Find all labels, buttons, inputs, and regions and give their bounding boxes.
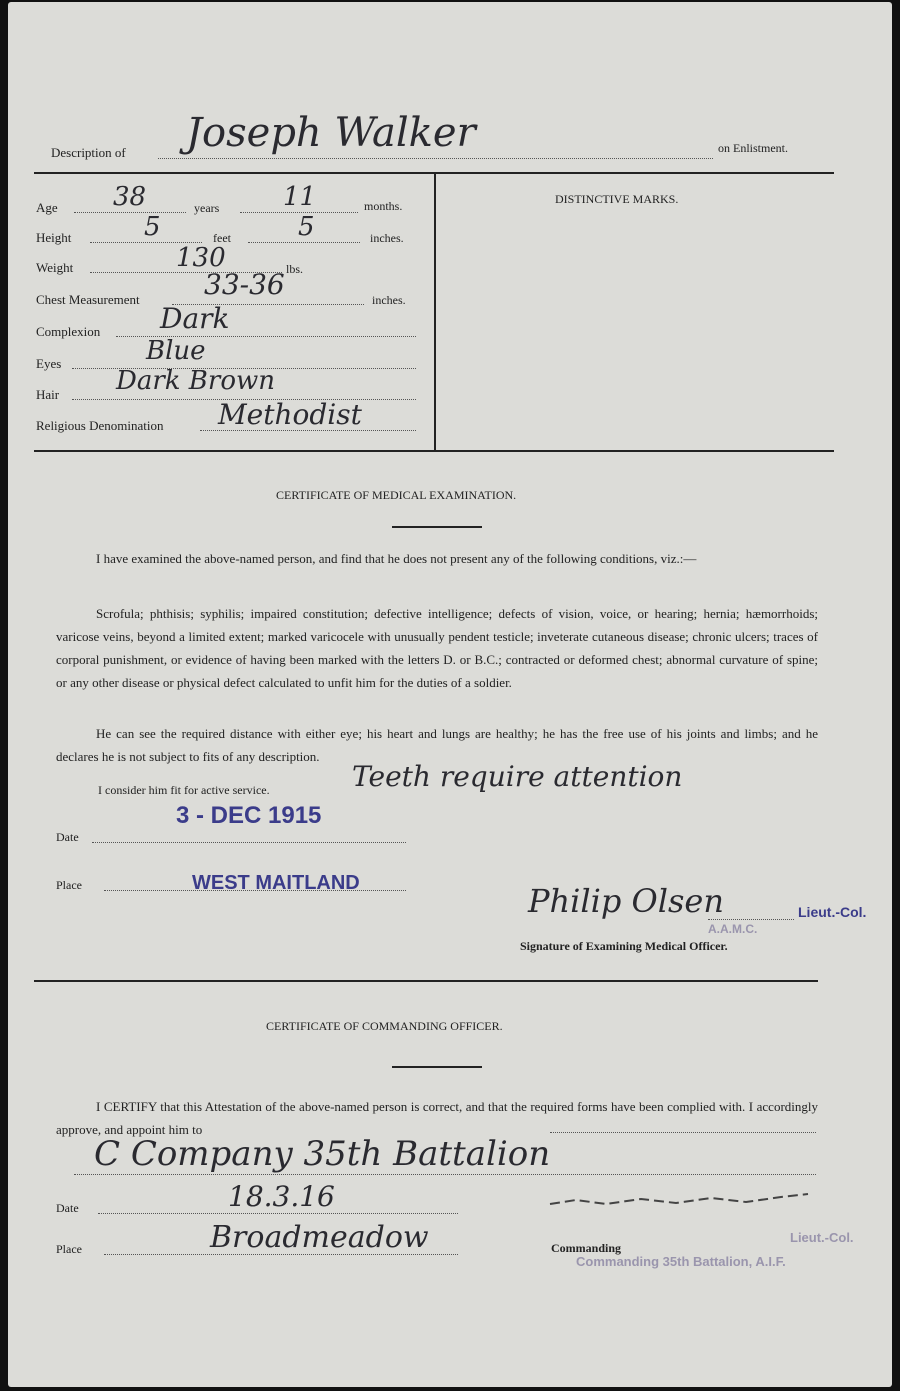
age-months: 11 [283, 182, 317, 212]
co-certify-text: I CERTIFY that this Attestation of the above-named person is correct, and that the required forms have been complied with. I accordingly approve, and appoint him to [56, 1099, 818, 1137]
hair-label: Hair [36, 387, 60, 402]
medical-date-stamp: 3 - DEC 1915 [176, 802, 322, 829]
co-title-rule [392, 1066, 482, 1068]
corps-stamp: A.A.M.C. [708, 922, 758, 936]
age-years: 38 [113, 182, 147, 212]
co-place-value: Broadmeadow [210, 1220, 429, 1255]
hair-value: Dark Brown [116, 366, 275, 396]
medical-signature-label: Signature of Examining Medical Officer. [520, 939, 728, 953]
name-dotted-line [158, 158, 713, 159]
medical-intro-text: I have examined the above-named person, and find that he does not present any of the following conditions, viz.:— [96, 551, 697, 566]
lbs-label: lbs. [286, 262, 304, 276]
commanding-label: Commanding [551, 1241, 622, 1255]
medical-conditions [56, 602, 818, 694]
complexion-label: Complexion [36, 324, 101, 339]
height-inches: 5 [298, 212, 315, 242]
on-enlistment-label: on Enlistment. [718, 141, 788, 155]
medical-date-label: Date [56, 830, 79, 844]
attestation-page [8, 2, 892, 1387]
distinctive-marks-heading: DISTINCTIVE MARKS. [555, 192, 679, 206]
height-label: Height [36, 230, 72, 245]
co-date-value: 18.3.16 [228, 1180, 335, 1213]
appointed-unit: C Company 35th Battalion [94, 1134, 551, 1174]
medical-rank-stamp: Lieut.-Col. [798, 904, 867, 920]
table-divider [434, 172, 436, 452]
medical-date-line [92, 842, 406, 843]
inches-label: inches. [370, 231, 404, 245]
table-bottom-rule [34, 450, 834, 452]
years-label: years [194, 201, 220, 215]
fit-for-service-label: I consider him fit for active service. [98, 783, 270, 797]
chest-value: 33-36 [204, 268, 285, 301]
medical-conditions-text: Scrofula; phthisis; syphilis; impaired constitution; defective intelligence; defects of vision, voice, or hearing; hernia; hæmorrhoids; varicose veins, beyond a limited extent; marked varicocele with unusually pendent testicle; inveterate cutaneous disease; chronic ulcers; traces of corporal punishment, or evidence of having been marked with the letters D. or B.C.; contracted or deformed chest; abnormal curvature of spine; or any other disease or physical defect calculated to unfit him for the duties of a soldier. [56, 606, 818, 690]
appoint-line [550, 1132, 816, 1133]
co-date-label: Date [56, 1201, 79, 1215]
religion-value: Methodist [218, 398, 362, 431]
religion-label: Religious Denomination [36, 418, 164, 433]
co-certificate-title: CERTIFICATE OF COMMANDING OFFICER. [266, 1019, 503, 1033]
chest-label: Chest Measurement [36, 292, 140, 307]
medical-certificate-title: CERTIFICATE OF MEDICAL EXAMINATION. [276, 488, 517, 502]
co-unit-stamp: Commanding 35th Battalion, A.I.F. [576, 1254, 786, 1269]
months-label: months. [364, 199, 403, 213]
co-rank-stamp: Lieut.-Col. [790, 1230, 854, 1245]
eyes-label: Eyes [36, 356, 62, 371]
unit-line [74, 1174, 816, 1175]
feet-label: feet [213, 231, 231, 245]
weight-label: Weight [36, 260, 74, 275]
co-date-line [98, 1213, 458, 1214]
height-feet: 5 [144, 212, 161, 242]
recruit-name: Joseph Walker [186, 110, 476, 156]
medical-officer-signature: Philip Olsen [528, 882, 724, 920]
co-signature-scribble [546, 1182, 816, 1214]
description-label: Description of [51, 145, 126, 160]
fit-note: Teeth require attention [352, 760, 683, 793]
medical-title-rule [392, 526, 482, 528]
medical-vision-text: He can see the required distance with either eye; his heart and lungs are healthy; he has the free use of his joints and limbs; and he declares he is not subject to fits of any description. [56, 726, 818, 764]
medical-place-stamp: WEST MAITLAND [192, 872, 360, 894]
age-years-line [74, 212, 186, 213]
co-place-label: Place [56, 1242, 82, 1256]
medical-intro [56, 547, 818, 570]
chest-unit-label: inches. [372, 293, 406, 307]
age-label: Age [36, 200, 58, 215]
signature-line [708, 919, 794, 920]
section-rule [34, 980, 818, 982]
medical-place-label: Place [56, 878, 82, 892]
complexion-value: Dark [160, 302, 230, 335]
weight-value: 130 [176, 243, 226, 273]
eyes-value: Blue [146, 336, 206, 366]
height-inches-line [248, 242, 360, 243]
